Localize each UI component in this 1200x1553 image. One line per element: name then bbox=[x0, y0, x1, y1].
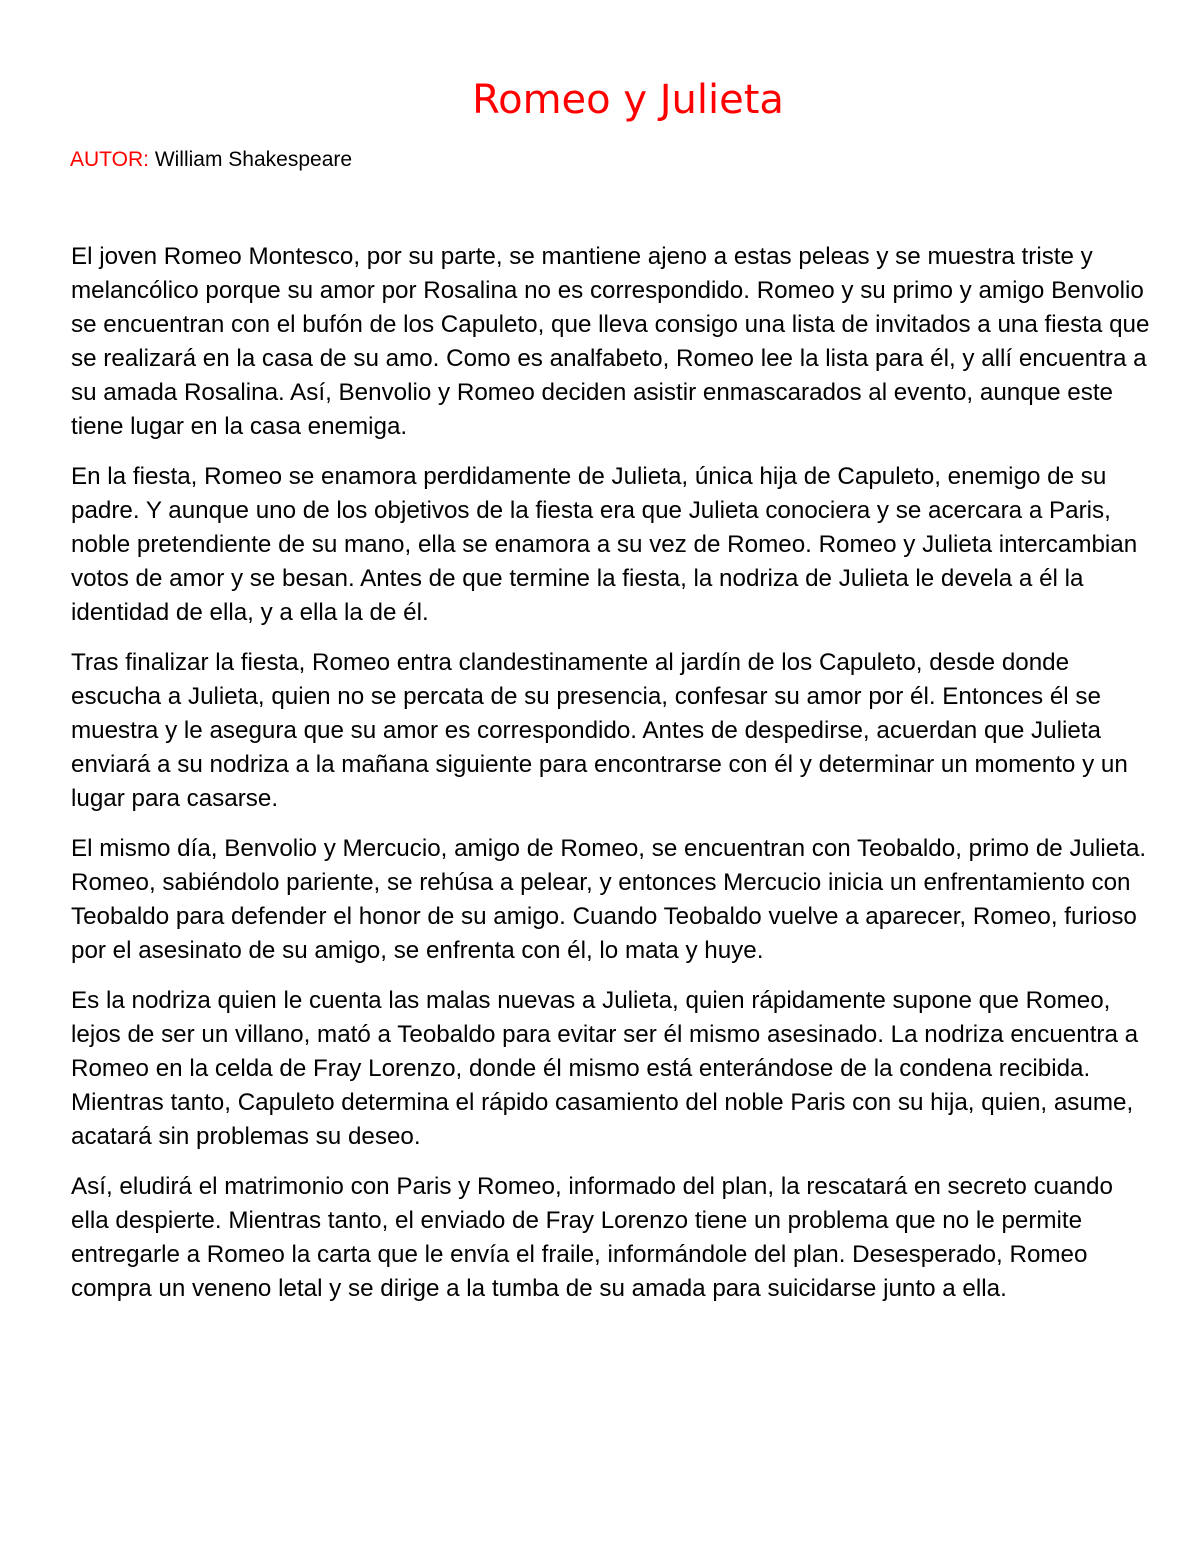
document-body bbox=[71, 240, 1151, 1322]
author-line bbox=[70, 146, 352, 174]
paragraph: Así, eludirá el matrimonio con Paris y Romeo, informado del plan, la rescatará en secreto cuando ella despierte. Mientras tanto, el enviado de Fray Lorenzo tiene un problema que no le permite entregarle a Romeo la carta que le envía el fraile, informándole del plan. Desesperado, Romeo compra un veneno letal y se dirige a la tumba de su amada para suicidarse junto a ella. bbox=[71, 1173, 1113, 1302]
paragraph: El joven Romeo Montesco, por su parte, se mantiene ajeno a estas peleas y se muestra triste y melancólico porque su amor por Rosalina no es correspondido. Romeo y su primo y amigo Benvolio se encuentran con el bufón de los Capuleto, que lleva consigo una lista de invitados a una fiesta que se realizará en la casa de su amo. Como es analfabeto, Romeo lee la lista para él, y allí encuentra a su amada Rosalina. Así, Benvolio y Romeo deciden asistir enmascarados al evento, aunque este tiene lugar en la casa enemiga. bbox=[71, 243, 1150, 440]
document-title: Romeo y Julieta bbox=[472, 77, 784, 123]
paragraph: En la fiesta, Romeo se enamora perdidamente de Julieta, única hija de Capuleto, enemigo de su padre. Y aunque uno de los objetivos de la fiesta era que Julieta conociera y se acercara a Paris, noble pretendiente de su mano, ella se enamora a su vez de Romeo. Romeo y Julieta intercambian votos de amor y se besan. Antes de que termine la fiesta, la nodriza de Julieta le devela a él la identidad de ella, y a ella la de él. bbox=[71, 463, 1138, 626]
paragraph: El mismo día, Benvolio y Mercucio, amigo de Romeo, se encuentran con Teobaldo, primo de Julieta. Romeo, sabiéndolo pariente, se rehúsa a pelear, y entonces Mercucio inicia un enfrentamiento con Teobaldo para defender el honor de su amigo. Cuando Teobaldo vuelve a aparecer, Romeo, furioso por el asesinato de su amigo, se enfrenta con él, lo mata y huye. bbox=[71, 835, 1147, 964]
author-label: AUTOR: bbox=[70, 148, 149, 171]
author-name: William Shakespeare bbox=[154, 148, 353, 171]
paragraph: Tras finalizar la fiesta, Romeo entra clandestinamente al jardín de los Capuleto, desde donde escucha a Julieta, quien no se percata de su presencia, confesar su amor por él. Entonces él se muestra y le asegura que su amor es correspondido. Antes de despedirse, acuerdan que Julieta enviará a su nodriza a la mañana siguiente para encontrarse con él y determinar un momento y un lugar para casarse. bbox=[71, 649, 1128, 812]
paragraph: Es la nodriza quien le cuenta las malas nuevas a Julieta, quien rápidamente supone que Romeo, lejos de ser un villano, mató a Teobaldo para evitar ser él mismo asesinado. La nodriza encuentra a Romeo en la celda de Fray Lorenzo, donde él mismo está enterándose de la condena recibida. Mientras tanto, Capuleto determina el rápido casamiento del noble Paris con su hija, quien, asume, acatará sin problemas su deseo. bbox=[71, 987, 1139, 1150]
